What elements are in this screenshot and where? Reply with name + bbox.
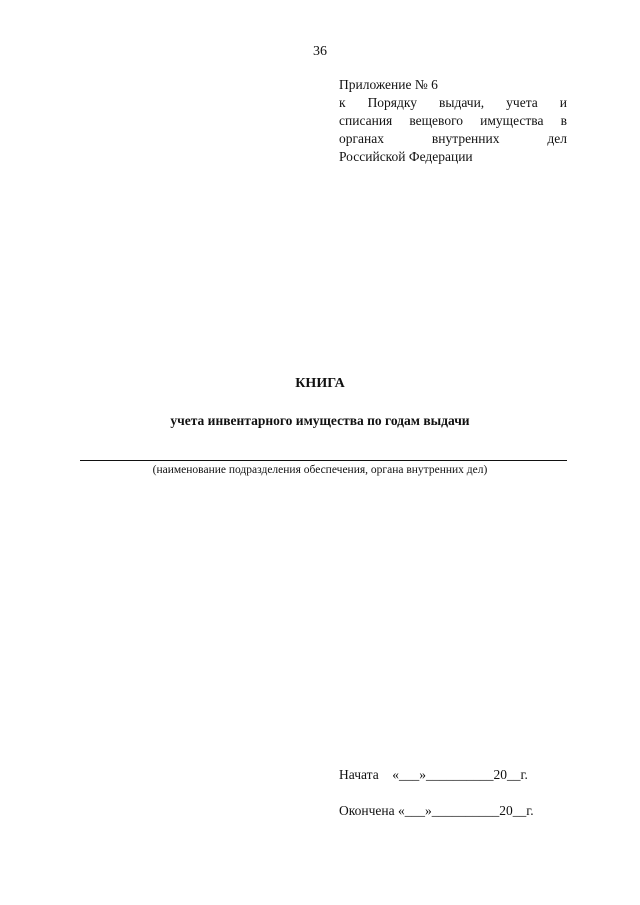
- start-date-row: Начата «___»__________20__г.: [339, 767, 528, 782]
- appendix-reference-line: Российской Федерации: [339, 149, 473, 164]
- appendix-reference-line: органах внутренних дел: [339, 131, 567, 146]
- appendix-reference-line: к Порядку выдачи, учета и: [339, 95, 567, 110]
- book-subtitle: учета инвентарного имущества по годам выдачи: [170, 413, 470, 428]
- book-title: КНИГА: [295, 376, 345, 391]
- appendix-number: Приложение № 6: [339, 77, 438, 92]
- org-name-line: [80, 460, 567, 461]
- page-number: 36: [313, 44, 327, 59]
- end-date-row: Окончена «___»__________20__г.: [339, 803, 534, 818]
- org-name-caption: (наименование подразделения обеспечения, органа внутренних дел): [152, 464, 488, 476]
- appendix-reference-line: списания вещевого имущества в: [339, 113, 567, 128]
- appendix-block: [339, 76, 567, 166]
